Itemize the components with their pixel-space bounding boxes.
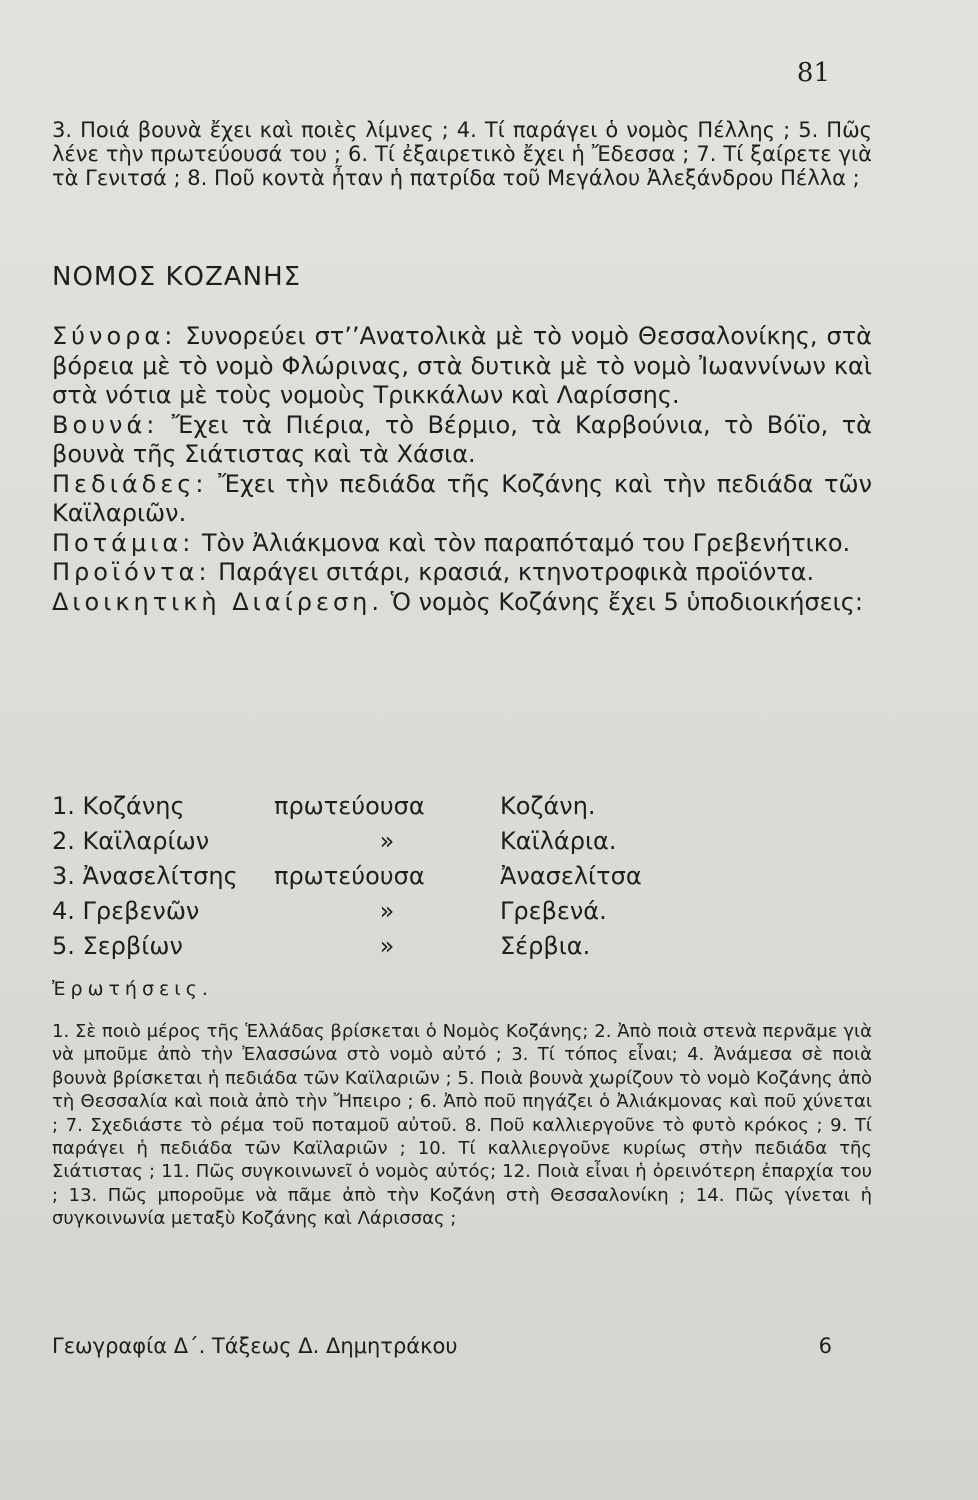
item-number: 3. xyxy=(52,861,75,890)
list-item xyxy=(52,928,872,963)
item-capital: Κοζάνη. xyxy=(500,791,596,820)
item-capital: Γρεβενά. xyxy=(500,896,607,925)
paragraph-text: Παράγει σιτάρι, κρασιά, κτηνοτροφικὰ προϊόντα. xyxy=(210,558,815,586)
page-number: 81 xyxy=(796,58,830,88)
footer-title: Γεωγραφία Δ΄. Τάξεως Δ. Δημητράκου xyxy=(52,1334,458,1358)
paragraph-term: Βουνά: xyxy=(52,410,159,439)
item-number: 5. xyxy=(52,931,75,960)
item-capital: Καϊλάρια. xyxy=(500,826,617,855)
item-number: 2. xyxy=(52,826,75,855)
paragraph-borders xyxy=(52,322,872,411)
section-body xyxy=(52,322,872,617)
paragraph-products xyxy=(52,558,872,588)
paragraph-text: Ὁ νομὸς Κοζάνης ἔχει 5 ὑποδιοικήσεις: xyxy=(383,587,863,616)
paragraph-mountains xyxy=(52,411,872,470)
list-item xyxy=(52,858,872,893)
item-name: Σερβίων xyxy=(82,931,183,960)
item-name: Γρεβενῶν xyxy=(82,896,200,925)
paragraph-term: Σύνορα: xyxy=(52,322,177,350)
item-capital: Σέρβια. xyxy=(500,931,591,960)
list-item xyxy=(52,788,872,823)
item-name: Καϊλαρίων xyxy=(82,826,210,855)
subdivision-list xyxy=(52,788,872,963)
item-role: » xyxy=(379,896,395,925)
paragraph-administration xyxy=(52,588,872,618)
paragraph-plains xyxy=(52,470,872,529)
item-number: 1. xyxy=(52,791,75,820)
paragraph-term: Ποτάμια: xyxy=(52,528,195,557)
section-title: ΝΟΜΟΣ ΚΟΖΑΝΗΣ xyxy=(52,262,302,292)
list-item xyxy=(52,893,872,928)
paragraph-rivers xyxy=(52,529,872,559)
item-role: πρωτεύουσα xyxy=(274,791,425,820)
item-number: 4. xyxy=(52,896,75,925)
paragraph-text: Ἔχει τὰ Πιέρια, τὸ Βέρμιο, τὰ Καρβούνια, τὸ Βόϊο, τὰ βουνὰ τῆς Σιάτιστας καὶ τὰ Χάσια. xyxy=(52,410,872,468)
questions-heading: Ἐρωτήσεις. xyxy=(52,978,213,1000)
questions-text: 1. Σὲ ποιὸ μέρος τῆς Ἑλλάδας βρίσκεται ὁ Νομὸς Κοζάνης; 2. Ἀπὸ ποιὰ στενὰ περνᾶμε γιὰ νὰ μποῦμε ἀπὸ τὴν Ἐλασσώνα στὸ νομὸ αὐτό ; 3. Τί τόπος εἶναι; 4. Ἀνάμεσα σὲ ποιὰ βουνὰ βρίσκεται ἡ πεδιάδα τῶν Καϊλαριῶν ; 5. Ποιὰ βουνὰ χωρίζουν τὸ νομὸ Κοζάνης ἀπὸ τὴ Θεσσαλία καὶ ποιὰ ἀπὸ τὴν Ἤπειρο ; 6. Ἀπὸ ποῦ πηγάζει ὁ Ἀλιάκμονας καὶ ποῦ χύνεται ; 7. Σχεδιάστε τὸ ρέμα τοῦ ποταμοῦ αὐτοῦ. 8. Ποῦ καλλιεργοῦνε τὸ φυτὸ κρόκος ; 9. Τί παράγει ἡ πεδιάδα τῶν Καϊλαριῶν ; 10. Τί καλλιεργοῦνε κυρίως στὴν πεδιάδα τῆς Σιάτιστας ; 11. Πῶς συγκοινωνεῖ ὁ νομὸς αὐτός; 12. Ποιὰ εἶναι ἡ ὀρεινότερη ἐπαρχία του ; 13. Πῶς μποροῦμε νὰ πᾶμε ἀπὸ τὴν Κοζάνη στὴ Θεσσαλονίκη ; 14. Πῶς γίνεται ἡ συγκοινωνία μεταξὺ Κοζάνης καὶ Λάρισσας ; xyxy=(52,1021,872,1230)
item-capital: Ἀνασελίτσα xyxy=(500,861,642,890)
item-name: Ἀνασελίτσης xyxy=(82,861,238,890)
item-role: » xyxy=(379,931,395,960)
page-footer xyxy=(52,1334,832,1358)
signature-number: 6 xyxy=(818,1334,832,1358)
paragraph-text: Τὸν Ἀλιάκμονα καὶ τὸν παραπόταμό του Γρεβενήτικο. xyxy=(194,528,851,557)
item-role: » xyxy=(379,826,395,855)
intro-questions: 3. Ποιά βουνὰ ἔχει καὶ ποιὲς λίμνες ; 4. Τί παράγει ὁ νομὸς Πέλλης ; 5. Πῶς λένε τὴν πρωτεύουσά του ; 6. Τί ἐξαιρετικὸ ἔχει ἡ Ἔδεσσα ; 7. Τί ξαίρετε γιὰ τὰ Γενιτσά ; 8. Ποῦ κοντὰ ἦταν ἡ πατρίδα τοῦ Μεγάλου Ἀλεξάνδρου Πέλλα ; xyxy=(52,118,872,190)
paragraph-text: Συνορεύει στ’’Ανατολικὰ μὲ τὸ νομὸ Θεσσαλονίκης, στὰ βόρεια μὲ τὸ νομὸ Φλώρινας, στὰ δυτικὰ μὲ τὸ νομὸ Ἰωαννίνων καὶ στὰ νότια μὲ τοὺς νομοὺς Τρικκάλων καὶ Λαρίσσης. xyxy=(52,322,872,409)
list-item xyxy=(52,823,872,858)
paragraph-term: Πεδιάδες: xyxy=(52,469,208,498)
paragraph-term: Προϊόντα: xyxy=(52,558,211,586)
paragraph-text: Ἔχει τὴν πεδιάδα τῆς Κοζάνης καὶ τὴν πεδιάδα τῶν Καϊλαριῶν. xyxy=(52,469,872,527)
item-role: πρωτεύουσα xyxy=(274,861,425,890)
paragraph-term: Διοικητικὴ Διαίρεση. xyxy=(52,587,383,616)
item-name: Κοζάνης xyxy=(82,791,185,820)
